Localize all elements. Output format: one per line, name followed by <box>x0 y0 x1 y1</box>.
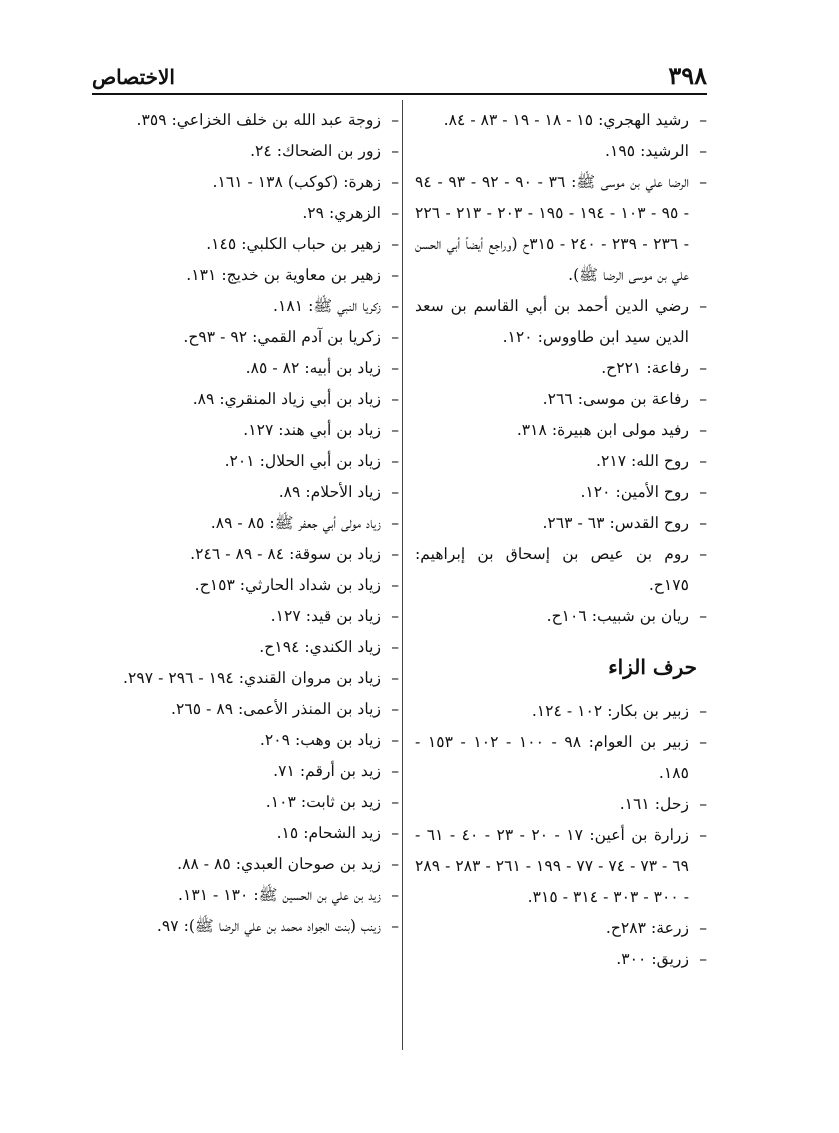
index-entry: – زكريا النبي ﷺ: ١٨١. <box>99 291 399 322</box>
index-entry: – رفاعة: ٢٢١ح. <box>415 353 707 384</box>
index-entry: – روم بن عيص بن إسحاق بن إبراهيم: ١٧٥ح. <box>415 539 707 601</box>
index-entry: – زهرة: (كوكب) ١٣٨ - ١٦١. <box>99 167 399 198</box>
entry-list-left <box>99 105 399 942</box>
index-entry: – ريان بن شبيب: ١٠٦ح. <box>415 601 707 632</box>
index-entry: – زبير بن بكار: ١٠٢ - ١٢٤. <box>415 696 707 727</box>
index-entry: – رفيد مولى ابن هبيرة: ٣١٨. <box>415 415 707 446</box>
index-entry: – زياد بن مروان القندي: ١٩٤ - ٢٩٦ - ٢٩٧. <box>99 663 399 694</box>
index-entry: – رضي الدين أحمد بن أبي القاسم بن سعد الدين سيد ابن طاووس: ١٢٠. <box>415 291 707 353</box>
index-entry: – رشيد الهجري: ١٥ - ١٨ - ١٩ - ٨٣ - ٨٤. <box>415 105 707 136</box>
index-entry: – زرارة بن أعين: ١٧ - ٢٠ - ٢٣ - ٤٠ - ٦١ - ٦٩ - ٧٣ - ٧٤ - ٧٧ - ١٩٩ - ٢٦١ - ٢٨٣ - ٢٨٩ - ٣٠٠ - ٣٠٣ - ٣١٤ - ٣١٥. <box>415 820 707 913</box>
index-entry: – الزهري: ٢٩. <box>99 198 399 229</box>
index-entry: – زكريا بن آدم القمي: ٩٢ - ٩٣ح. <box>99 322 399 353</box>
index-entry: – الرشيد: ١٩٥. <box>415 136 707 167</box>
index-entry: – زياد بن وهب: ٢٠٩. <box>99 725 399 756</box>
index-entry: – روح الله: ٢١٧. <box>415 446 707 477</box>
index-entry: – زوجة عبد الله بن خلف الخزاعي: ٣٥٩. <box>99 105 399 136</box>
index-entry: – زيد بن أرقم: ٧١. <box>99 756 399 787</box>
index-entry: – زياد بن قيد: ١٢٧. <box>99 601 399 632</box>
index-entry: – زهير بن معاوية بن خديج: ١٣١. <box>99 260 399 291</box>
index-entry: – زياد مولى أبي جعفر ﷺ: ٨٥ - ٨٩. <box>99 508 399 539</box>
index-entry: – زيد بن علي بن الحسين ﷺ: ١٣٠ - ١٣١. <box>99 880 399 911</box>
index-entry: – زياد بن أبي هند: ١٢٧. <box>99 415 399 446</box>
header-rule <box>92 93 707 95</box>
index-entry: – زياد بن شداد الحارثي: ١٥٣ح. <box>99 570 399 601</box>
page-number: ٣٩٨ <box>668 61 707 90</box>
section-heading: حرف الزاء <box>608 655 697 679</box>
index-entry: – روح القدس: ٦٣ - ٢٦٣. <box>415 508 707 539</box>
right-column <box>415 105 707 975</box>
page-header <box>92 62 707 90</box>
index-entry: – زياد الكندي: ١٩٤ح. <box>99 632 399 663</box>
index-entry: – زياد الأحلام: ٨٩. <box>99 477 399 508</box>
entry-list-bottom <box>415 696 707 975</box>
index-entry: – زياد بن أبي زياد المنقري: ٨٩. <box>99 384 399 415</box>
index-entry: – زيد بن صوحان العبدي: ٨٥ - ٨٨. <box>99 849 399 880</box>
running-title: الاختصاص <box>92 65 175 89</box>
index-entry: – الرضا علي بن موسى ﷺ: ٣٦ - ٩٠ - ٩٢ - ٩٣ - ٩٤ - ٩٥ - ١٠٣ - ١٩٤ - ١٩٥ - ٢٠٣ - ٢١٣ - ٢٢٦ - ٢٣٦ - ٢٣٩ - ٢٤٠ - ٣١٥ح (وراجع أيضاً أبي الحسن علي بن موسى الرضا ﷺ). <box>415 167 707 291</box>
left-column <box>99 105 399 942</box>
column-divider <box>402 100 403 1050</box>
index-entry: – زرعة: ٢٨٣ح. <box>415 913 707 944</box>
index-entry: – زريق: ٣٠٠. <box>415 944 707 975</box>
entry-list-top <box>415 105 707 632</box>
index-entry: – روح الأمين: ١٢٠. <box>415 477 707 508</box>
index-entry: – زياد بن أبيه: ٨٢ - ٨٥. <box>99 353 399 384</box>
index-entry: – زينب (بنت الجواد محمد بن علي الرضا ﷺ): ٩٧. <box>99 911 399 942</box>
index-entry: – زور بن الضحاك: ٢٤. <box>99 136 399 167</box>
index-entry: – زياد بن سوقة: ٨٤ - ٨٩ - ٢٤٦. <box>99 539 399 570</box>
index-entry: – زبير بن العوام: ٩٨ - ١٠٠ - ١٠٢ - ١٥٣ - ١٨٥. <box>415 727 707 789</box>
index-entry: – زهير بن حباب الكلبي: ١٤٥. <box>99 229 399 260</box>
index-entry: – زحل: ١٦١. <box>415 789 707 820</box>
index-entry: – زيد الشحام: ١٥. <box>99 818 399 849</box>
index-entry: – زياد بن المنذر الأعمى: ٨٩ - ٢٦٥. <box>99 694 399 725</box>
index-entry: – زياد بن أبي الحلال: ٢٠١. <box>99 446 399 477</box>
index-entry: – رفاعة بن موسى: ٢٦٦. <box>415 384 707 415</box>
index-entry: – زيد بن ثابت: ١٠٣. <box>99 787 399 818</box>
